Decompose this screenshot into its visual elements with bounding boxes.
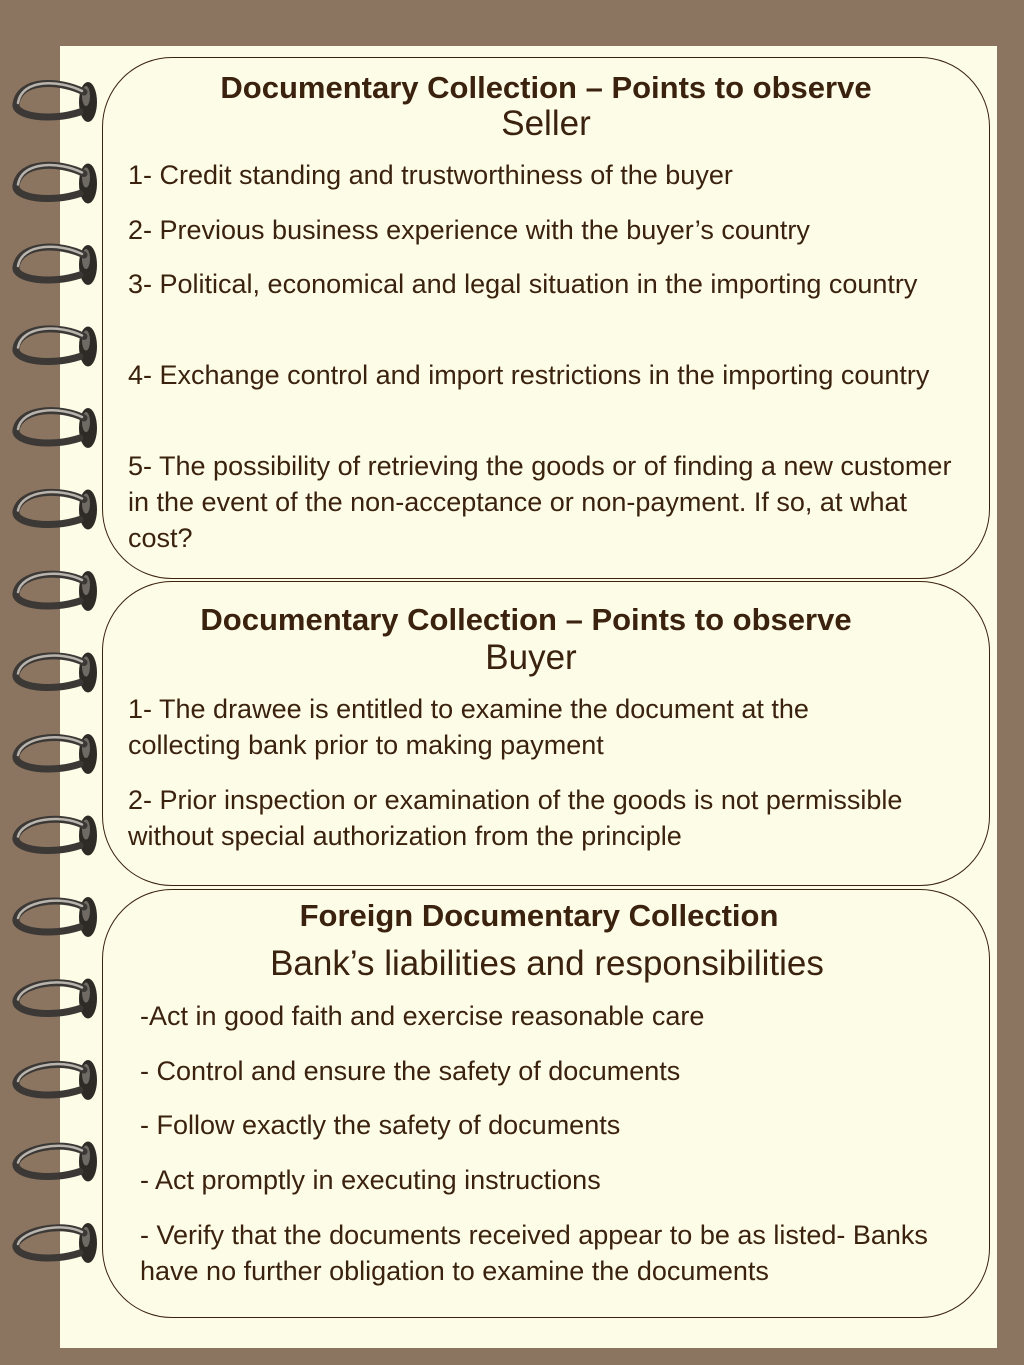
bank-card bbox=[102, 889, 990, 1318]
spiral-ring-icon bbox=[16, 1223, 97, 1263]
buyer-section-subtitle: Buyer bbox=[485, 638, 577, 677]
bank-item: - Act promptly in executing instructions bbox=[140, 1165, 601, 1195]
buyer-section-title: Documentary Collection – Points to observe bbox=[200, 602, 852, 637]
spiral-ring-icon bbox=[16, 82, 97, 122]
spiral-ring-icon bbox=[16, 490, 97, 530]
spiral-ring-icon bbox=[16, 1060, 97, 1100]
bank-item: -Act in good faith and exercise reasonable care bbox=[140, 1001, 705, 1031]
buyer-item: 1- The drawee is entitled to examine the document at the collecting bank prior to making payment bbox=[128, 694, 809, 760]
seller-section-subtitle: Seller bbox=[501, 104, 591, 143]
bank-item: - Follow exactly the safety of documents bbox=[140, 1110, 621, 1140]
spiral-ring-icon bbox=[16, 571, 97, 611]
spiral-ring-icon bbox=[16, 816, 97, 856]
spiral-ring-icon bbox=[16, 245, 97, 285]
bank-section-title: Foreign Documentary Collection bbox=[299, 898, 779, 933]
buyer-card bbox=[102, 581, 990, 886]
seller-section-title: Documentary Collection – Points to observe bbox=[220, 70, 872, 105]
spiral-ring-icon bbox=[16, 164, 97, 204]
spiral-ring-icon bbox=[16, 897, 97, 937]
spiral-ring-icon bbox=[16, 979, 97, 1019]
spiral-binding bbox=[0, 0, 110, 1365]
spiral-ring-icon bbox=[16, 1142, 97, 1182]
bank-section-subtitle: Bank’s liabilities and responsibilities bbox=[270, 944, 824, 983]
spiral-ring-icon bbox=[16, 734, 97, 774]
buyer-item: 2- Prior inspection or examination of the goods is not permissible without special authorization from the principle bbox=[128, 785, 903, 851]
spiral-ring-icon bbox=[16, 327, 97, 367]
bank-item: - Control and ensure the safety of documents bbox=[140, 1056, 681, 1086]
seller-item: 2- Previous business experience with the buyer’s country bbox=[128, 215, 810, 245]
seller-item: 4- Exchange control and import restrictions in the importing country bbox=[128, 360, 930, 390]
seller-item: 5- The possibility of retrieving the goods or of finding a new customer in the event of the non-acceptance or non-payment. If so, at what cost? bbox=[128, 451, 952, 553]
spiral-ring-icon bbox=[16, 653, 97, 693]
seller-card bbox=[102, 57, 990, 579]
spiral-ring-icon bbox=[16, 408, 97, 448]
seller-item: 1- Credit standing and trustworthiness of the buyer bbox=[128, 160, 733, 190]
bank-item: - Verify that the documents received appear to be as listed- Banks have no further obligation to examine the documents bbox=[140, 1220, 928, 1286]
seller-item: 3- Political, economical and legal situation in the importing country bbox=[128, 269, 918, 299]
